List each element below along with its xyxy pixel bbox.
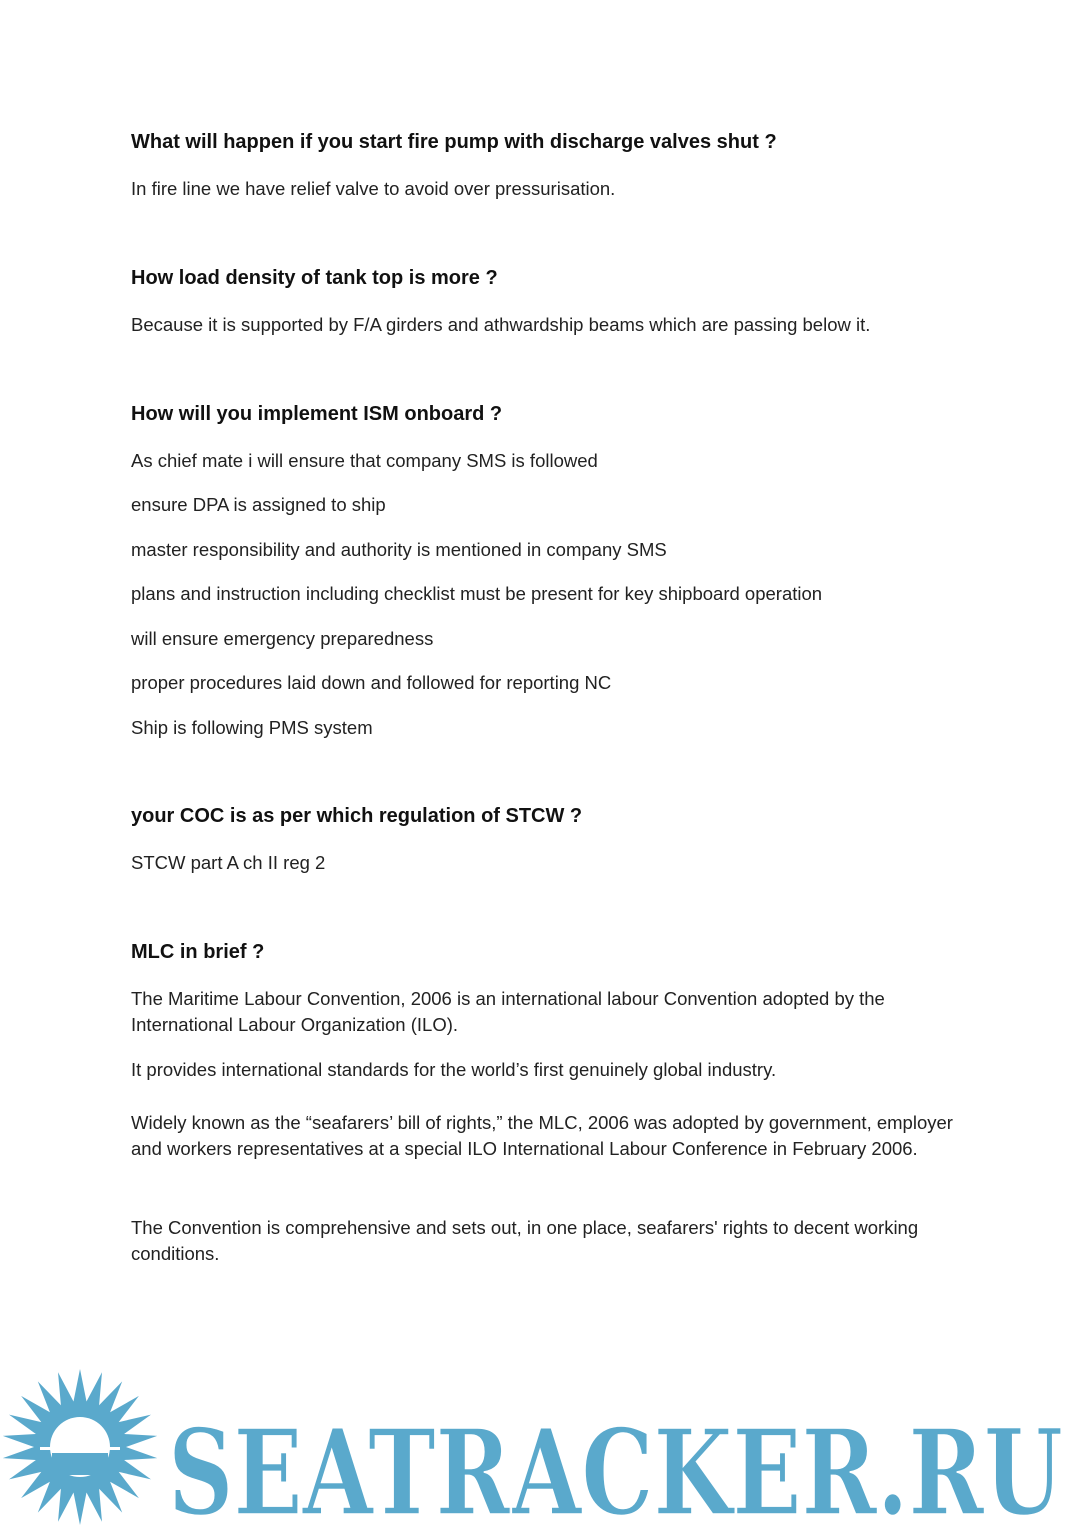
answer-text: ensure DPA is assigned to ship: [131, 494, 386, 515]
question-heading: How will you implement ISM onboard ?: [131, 403, 503, 425]
watermark-text: SEATRACKER.RU: [168, 1403, 1063, 1527]
answer-text: plans and instruction including checklist must be present for key shipboard operation: [131, 583, 823, 604]
answer-text: The Convention is comprehensive and sets out, in one place, seafarers' rights to decent working conditions.: [131, 1217, 919, 1264]
answer-text: It provides international standards for the world’s first genuinely global industry.: [131, 1059, 777, 1080]
question-heading: How load density of tank top is more ?: [131, 267, 498, 289]
question-heading: What will happen if you start fire pump with discharge valves shut ?: [131, 131, 777, 153]
question-heading: your COC is as per which regulation of STCW ?: [131, 805, 583, 827]
answer-text: The Maritime Labour Convention, 2006 is an international labour Convention adopted by the International Labour Organization (ILO).: [131, 988, 885, 1035]
answer-text: In fire line we have relief valve to avoid over pressurisation.: [131, 178, 616, 199]
answer-text: Because it is supported by F/A girders and athwardship beams which are passing below it.: [131, 314, 871, 335]
sun-icon: [3, 1369, 157, 1525]
answer-text: Ship is following PMS system: [131, 717, 373, 738]
answer-text: master responsibility and authority is mentioned in company SMS: [131, 539, 667, 560]
question-heading: MLC in brief ?: [131, 941, 265, 963]
answer-text: STCW part A ch II reg 2: [131, 852, 326, 873]
seatracker-watermark-logo: [0, 1362, 1080, 1527]
answer-text: will ensure emergency preparedness: [131, 628, 434, 649]
answer-text: As chief mate i will ensure that company SMS is followed: [131, 450, 598, 471]
answer-text: Widely known as the “seafarers’ bill of rights,” the MLC, 2006 was adopted by government, employer and workers representatives at a special ILO International Labour Conference in February 2006.: [131, 1112, 953, 1159]
answer-text: proper procedures laid down and followed for reporting NC: [131, 672, 612, 693]
